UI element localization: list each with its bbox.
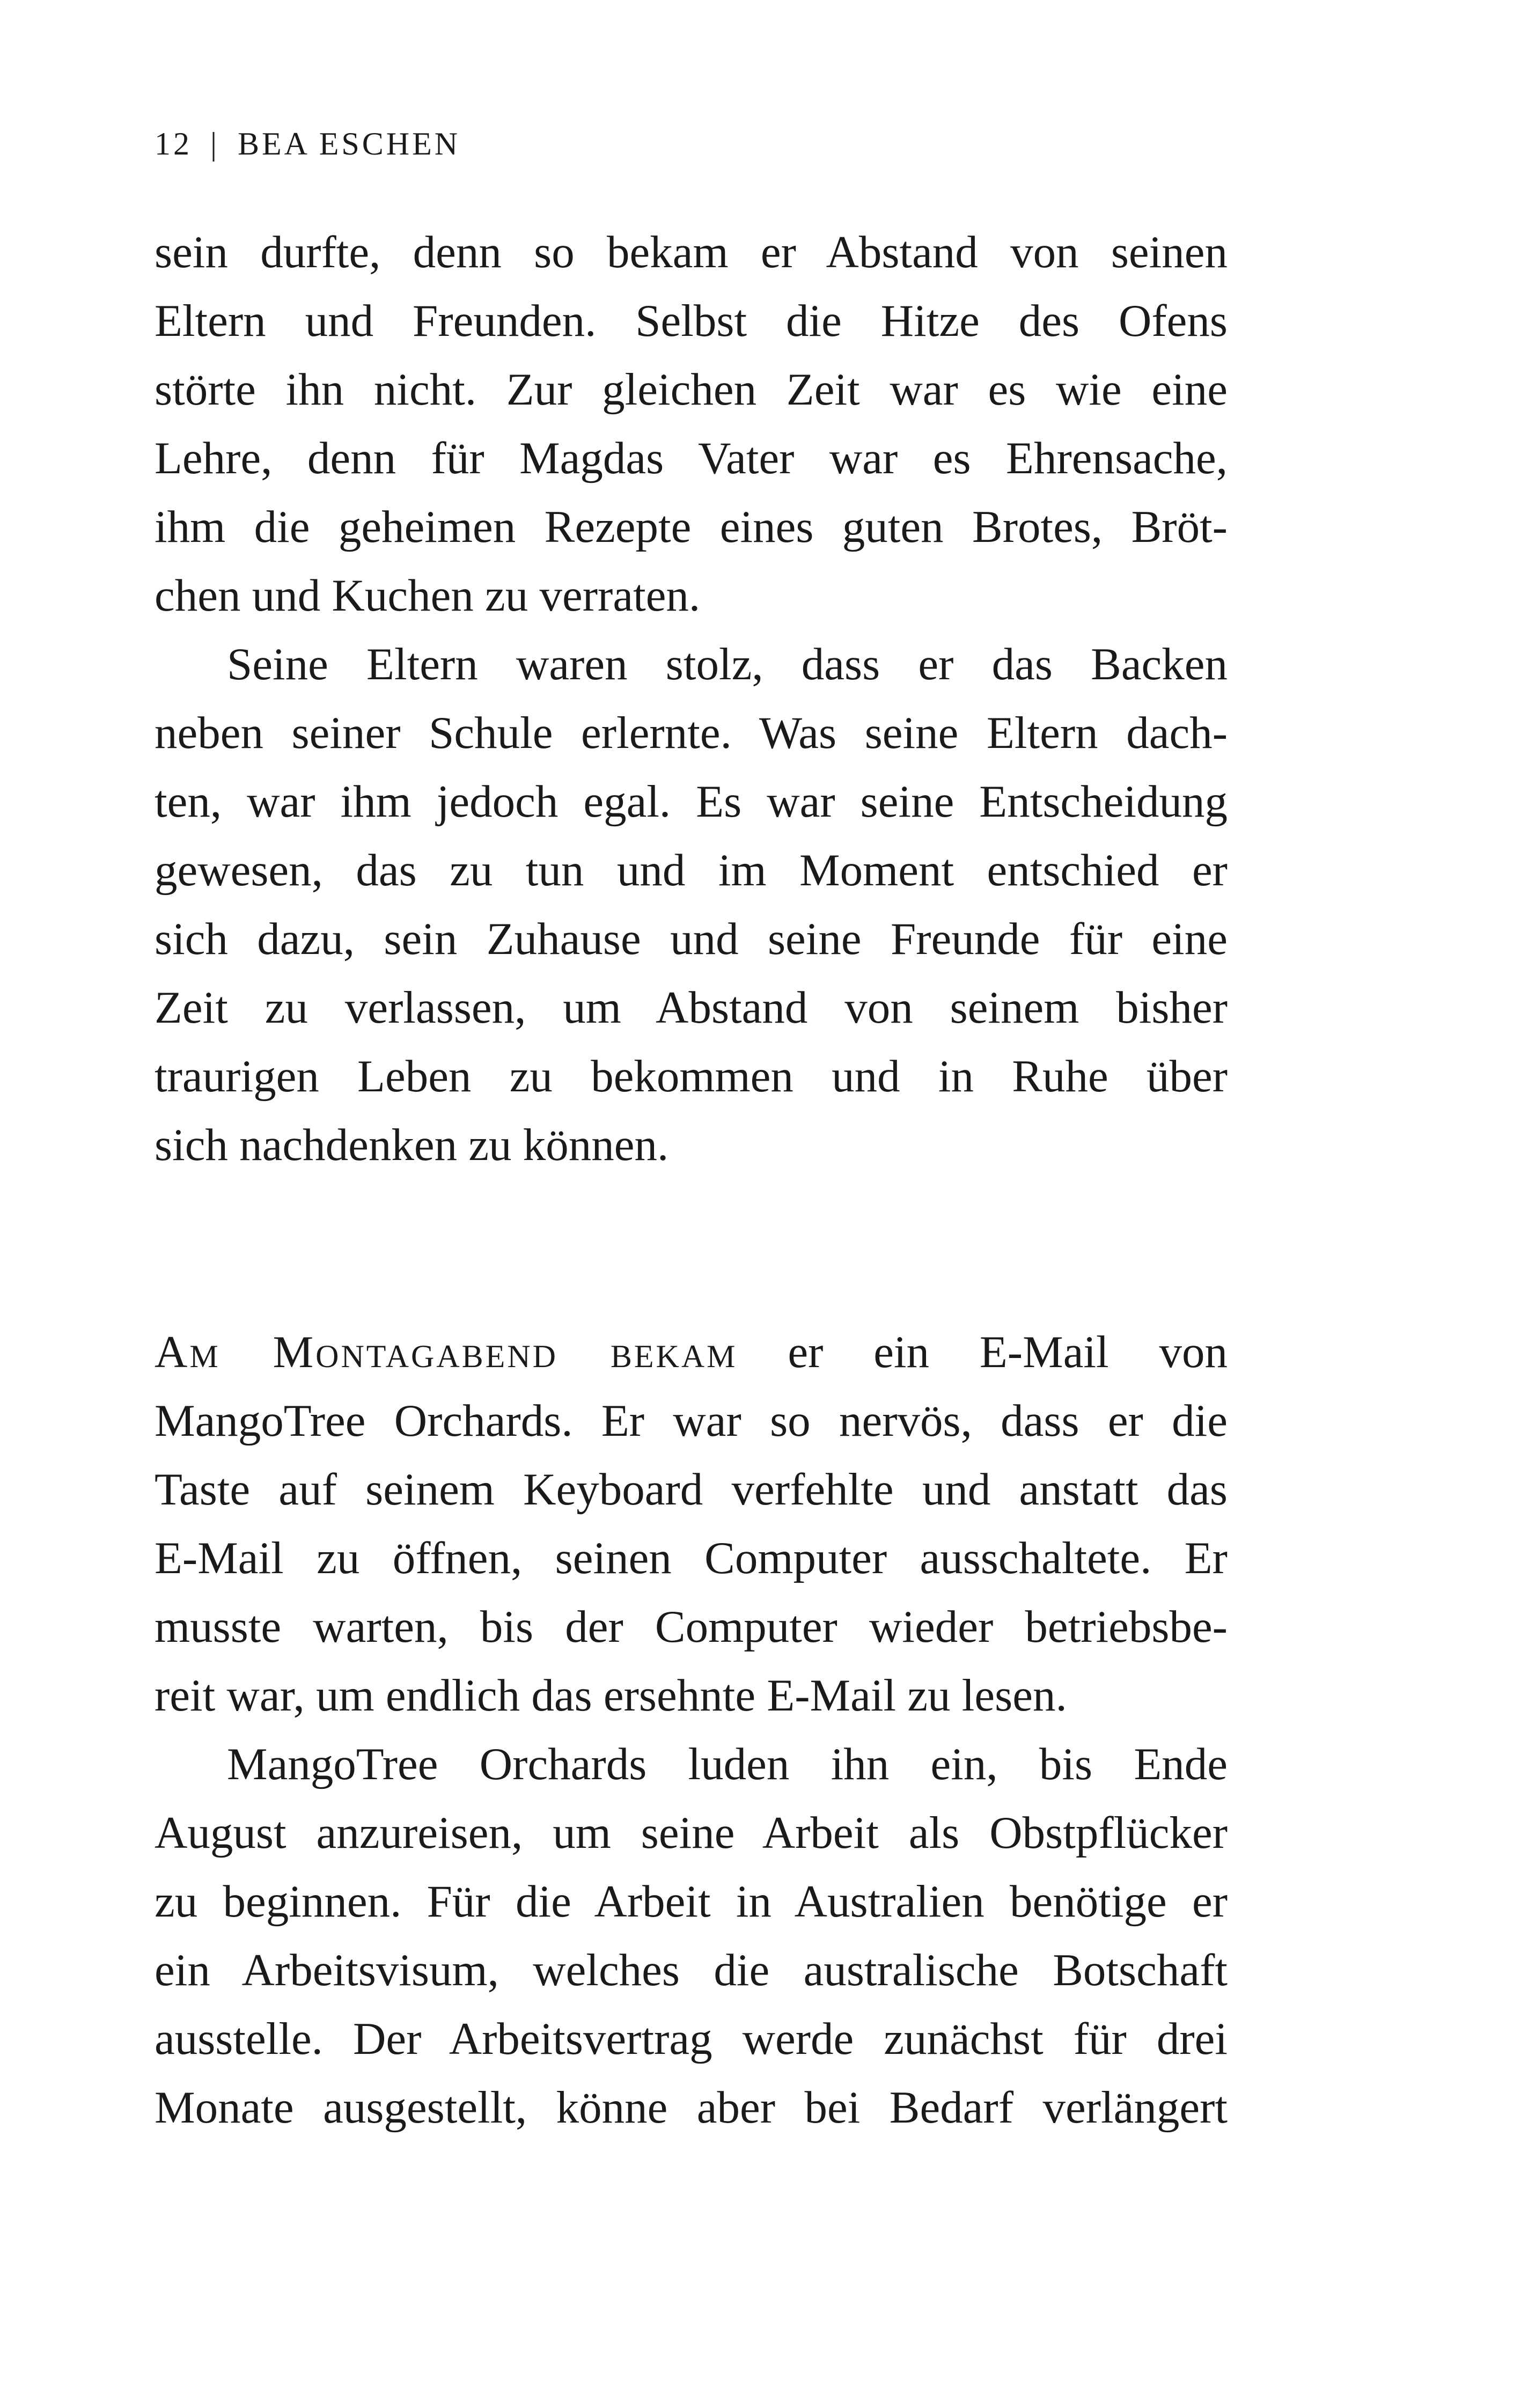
text-line: reit war, um endlich das ersehnte E-Mail zu lesen. [155, 1670, 1067, 1721]
text-line: Zeit zu verlassen, um Abstand von seinem bisher [155, 982, 1228, 1033]
running-head [155, 122, 460, 165]
text-line: Seine Eltern waren stolz, dass er das Backen [227, 639, 1228, 689]
text-line: traurigen Leben zu bekommen und in Ruhe über [155, 1051, 1228, 1102]
text-line: MangoTree Orchards luden ihn ein, bis Ende [227, 1739, 1228, 1789]
text-line: Lehre, denn für Magdas Vater war es Ehrensache, [155, 433, 1228, 483]
text-line: Eltern und Freunden. Selbst die Hitze des Ofens [155, 296, 1228, 346]
header-separator: | [210, 126, 220, 161]
text-line: ten, war ihm jedoch egal. Es war seine Entscheidung [155, 776, 1228, 827]
text-line: Monate ausgestellt, könne aber bei Bedarf verlängert [155, 2082, 1228, 2133]
text-line: sich nachdenken zu können. [155, 1120, 669, 1170]
text-line: ihm die geheimen Rezepte eines guten Brotes, Bröt- [155, 502, 1228, 552]
text-line: Taste auf seinem Keyboard verfehlte und anstatt das [155, 1464, 1228, 1515]
text-line: ausstelle. Der Arbeitsvertrag werde zunächst für drei [155, 2014, 1228, 2064]
text-line: neben seiner Schule erlernte. Was seine Eltern dach- [155, 708, 1228, 758]
smallcaps-lead: Am Montagabend bekam [155, 1327, 738, 1377]
text-line: MangoTree Orchards. Er war so nervös, dass er die [155, 1396, 1228, 1446]
text-block-2 [155, 1318, 1228, 2142]
author-name: BEA ESCHEN [238, 126, 461, 161]
text-line: August anzureisen, um seine Arbeit als Obstpflücker [155, 1808, 1228, 1858]
text-line: musste warten, bis der Computer wieder betriebsbe- [155, 1602, 1228, 1652]
text-line: chen und Kuchen zu verraten. [155, 570, 701, 621]
text-line: sein durfte, denn so bekam er Abstand von seinen [155, 227, 1228, 277]
text-line: zu beginnen. Für die Arbeit in Australien benötige er [155, 1876, 1228, 1927]
text-line: gewesen, das zu tun und im Moment entschied er [155, 845, 1228, 895]
text-line: ein Arbeitsvisum, welches die australische Botschaft [155, 1945, 1228, 1995]
text-line: störte ihn nicht. Zur gleichen Zeit war es wie eine [155, 364, 1228, 415]
text-block-1 [155, 218, 1228, 1179]
page-number: 12 [155, 126, 192, 161]
text-line: sich dazu, sein Zuhause und seine Freunde für eine [155, 914, 1228, 964]
text-line-lead [155, 1318, 1228, 1386]
text-line: E-Mail zu öffnen, seinen Computer ausschaltete. Er [155, 1533, 1228, 1583]
lead-line-rest: er ein E-Mail von [737, 1327, 1228, 1377]
